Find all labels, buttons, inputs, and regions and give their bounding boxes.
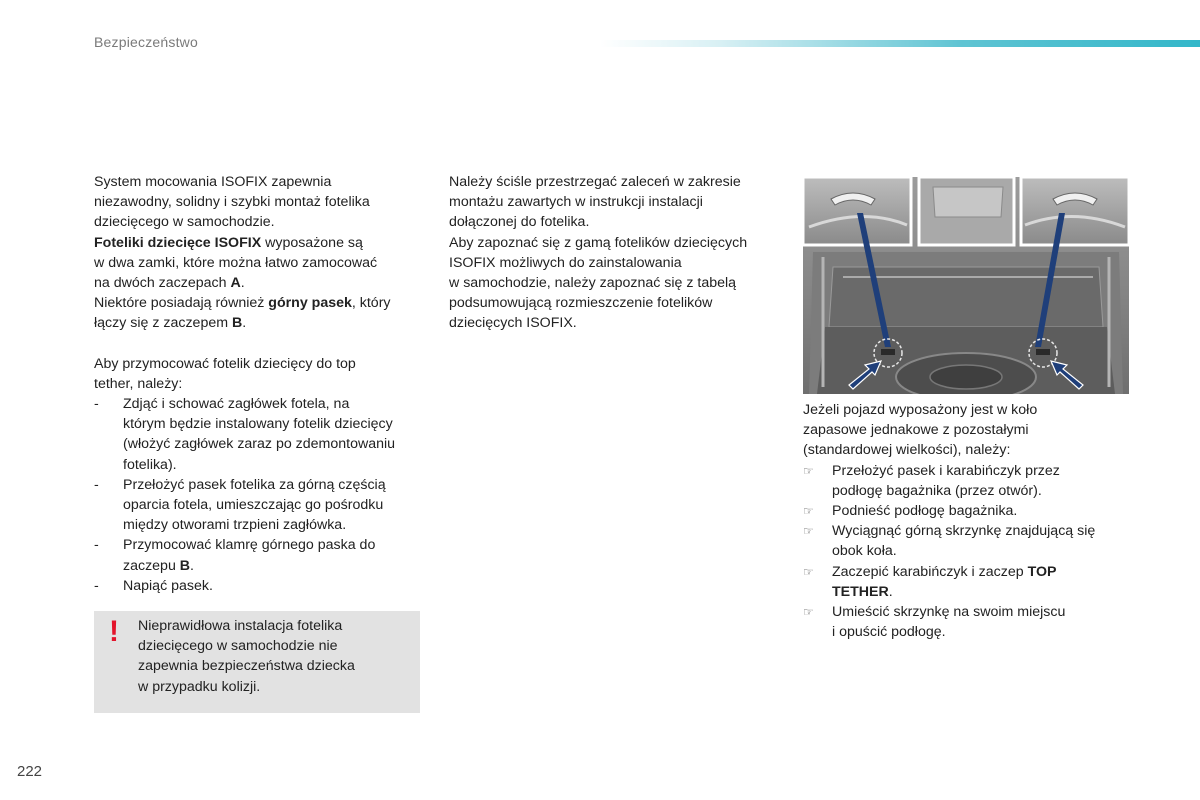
trunk-isofix-illustration xyxy=(803,177,1129,394)
dash-list-item xyxy=(94,394,429,475)
text-line: Jeżeli pojazd wyposażony jest w koło xyxy=(803,402,1038,418)
bold-term: górny pasek xyxy=(268,295,352,312)
dash-list-item xyxy=(94,475,429,536)
text-span: . xyxy=(240,275,245,292)
text-line xyxy=(832,562,1056,582)
column-left xyxy=(94,172,429,596)
text-line: dziecięcego w samochodzie. xyxy=(94,214,275,231)
pointing-hand-icon: ☞ xyxy=(803,463,814,478)
column-middle xyxy=(449,172,784,334)
text-span: , który xyxy=(351,295,391,312)
text-line: Przymocować klamrę górnego paska do xyxy=(123,537,376,554)
bold-term: TETHER xyxy=(832,583,889,600)
text-line: podłogę bagażnika (przez otwór). xyxy=(832,482,1042,499)
text-line: System mocowania ISOFIX zapewnia xyxy=(94,174,332,190)
text-line: dziecięcego w samochodzie nie xyxy=(138,638,338,655)
text-line: (standardowej wielkości), należy: xyxy=(803,442,1011,459)
step-item xyxy=(803,521,1133,561)
text-line xyxy=(94,293,429,313)
text-line: między otworami trzpieni zagłówka. xyxy=(123,517,347,534)
section-title: Bezpieczeństwo xyxy=(94,34,198,50)
text-line: tether, należy: xyxy=(94,375,183,392)
dash-marker: - xyxy=(94,537,99,554)
text-line: podsumowującą rozmieszczenie fotelików xyxy=(449,295,713,312)
text-line: Nieprawidłowa instalacja fotelika xyxy=(138,618,343,634)
text-line xyxy=(94,313,429,333)
text-span: wyposażone są xyxy=(261,234,363,251)
text-span: Niektóre posiadają również xyxy=(94,295,269,312)
text-line: ISOFIX możliwych do zainstalowania xyxy=(449,254,682,271)
bold-term: Foteliki dziecięce ISOFIX xyxy=(94,234,262,251)
text-span: . xyxy=(190,557,194,574)
text-span: Zaczepić karabińczyk i zaczep xyxy=(832,563,1028,580)
dash-marker: - xyxy=(94,396,99,413)
bold-term: TOP xyxy=(1027,563,1057,580)
text-line: oparcia fotela, umieszczając go pośrodku xyxy=(123,497,384,514)
pointing-hand-icon: ☞ xyxy=(803,524,814,539)
text-span: zaczepu xyxy=(123,557,180,574)
text-line: dołączonej do fotelika. xyxy=(449,214,590,231)
text-line: Należy ściśle przestrzegać zaleceń w zakresie xyxy=(449,174,741,190)
pointing-hand-icon: ☞ xyxy=(803,504,814,519)
text-span: . xyxy=(242,315,247,332)
dash-marker: - xyxy=(94,577,99,594)
text-line: zapasowe jednakowe z pozostałymi xyxy=(803,422,1029,439)
step-item xyxy=(803,461,1133,501)
bold-term: A xyxy=(230,275,241,292)
text-line: fotelika). xyxy=(123,456,177,473)
warning-box xyxy=(94,611,420,713)
pointing-hand-icon: ☞ xyxy=(803,564,814,579)
text-line: Aby przymocować fotelik dziecięcy do top xyxy=(94,355,356,372)
text-line: Podnieść podłogę bagażnika. xyxy=(832,503,1018,520)
text-line: Wyciągnąć górną skrzynkę znajdującą się xyxy=(832,523,1096,540)
text-line: Napiąć pasek. xyxy=(123,577,213,594)
text-line: którym będzie instalowany fotelik dziecięcy xyxy=(123,416,393,433)
text-line xyxy=(832,582,1056,602)
text-line xyxy=(123,556,375,576)
text-line: dziecięcych ISOFIX. xyxy=(449,315,577,332)
step-item xyxy=(803,562,1133,602)
text-line: Aby zapoznać się z gamą fotelików dziecięcych xyxy=(449,234,748,251)
text-span: łączy się z zaczepem xyxy=(94,315,232,332)
bold-term: B xyxy=(179,557,191,574)
column-right xyxy=(803,400,1133,642)
pointing-hand-icon: ☞ xyxy=(803,605,814,620)
text-line: w przypadku kolizji. xyxy=(138,678,261,695)
text-line: Zdjąć i schować zagłówek fotela, na xyxy=(123,396,350,413)
text-line: w samochodzie, należy zapoznać się z tabelą xyxy=(449,275,737,292)
dash-list-item xyxy=(94,535,429,575)
text-line: w dwa zamki, które można łatwo zamocować xyxy=(94,254,378,271)
bold-term: B xyxy=(231,315,243,332)
text-line xyxy=(94,233,429,253)
text-span: na dwóch zaczepach xyxy=(94,275,231,292)
header-accent-bar xyxy=(600,40,1200,47)
text-line: Przełożyć pasek i karabińczyk przez xyxy=(832,462,1060,479)
text-line: niezawodny, solidny i szybki montaż fotelika xyxy=(94,194,370,211)
text-line: (włożyć zagłówek zaraz po zdemontowaniu xyxy=(123,436,396,453)
text-line: Umieścić skrzynkę na swoim miejscu xyxy=(832,604,1066,621)
text-line xyxy=(94,273,429,293)
step-item xyxy=(803,501,1133,521)
step-item xyxy=(803,602,1133,642)
dash-marker: - xyxy=(94,476,99,493)
text-line: Przełożyć pasek fotelika za górną częścią xyxy=(123,476,386,493)
text-line: montażu zawartych w instrukcji instalacji xyxy=(449,194,703,211)
page-number: 222 xyxy=(17,763,43,780)
text-line: zapewnia bezpieczeństwa dziecka xyxy=(138,658,355,675)
text-line: i opuścić podłogę. xyxy=(832,624,946,641)
text-line: obok koła. xyxy=(832,543,897,560)
warning-icon: ! xyxy=(109,615,119,648)
text-span: . xyxy=(888,583,893,600)
warning-text xyxy=(138,616,408,697)
dash-list-item xyxy=(94,576,429,596)
